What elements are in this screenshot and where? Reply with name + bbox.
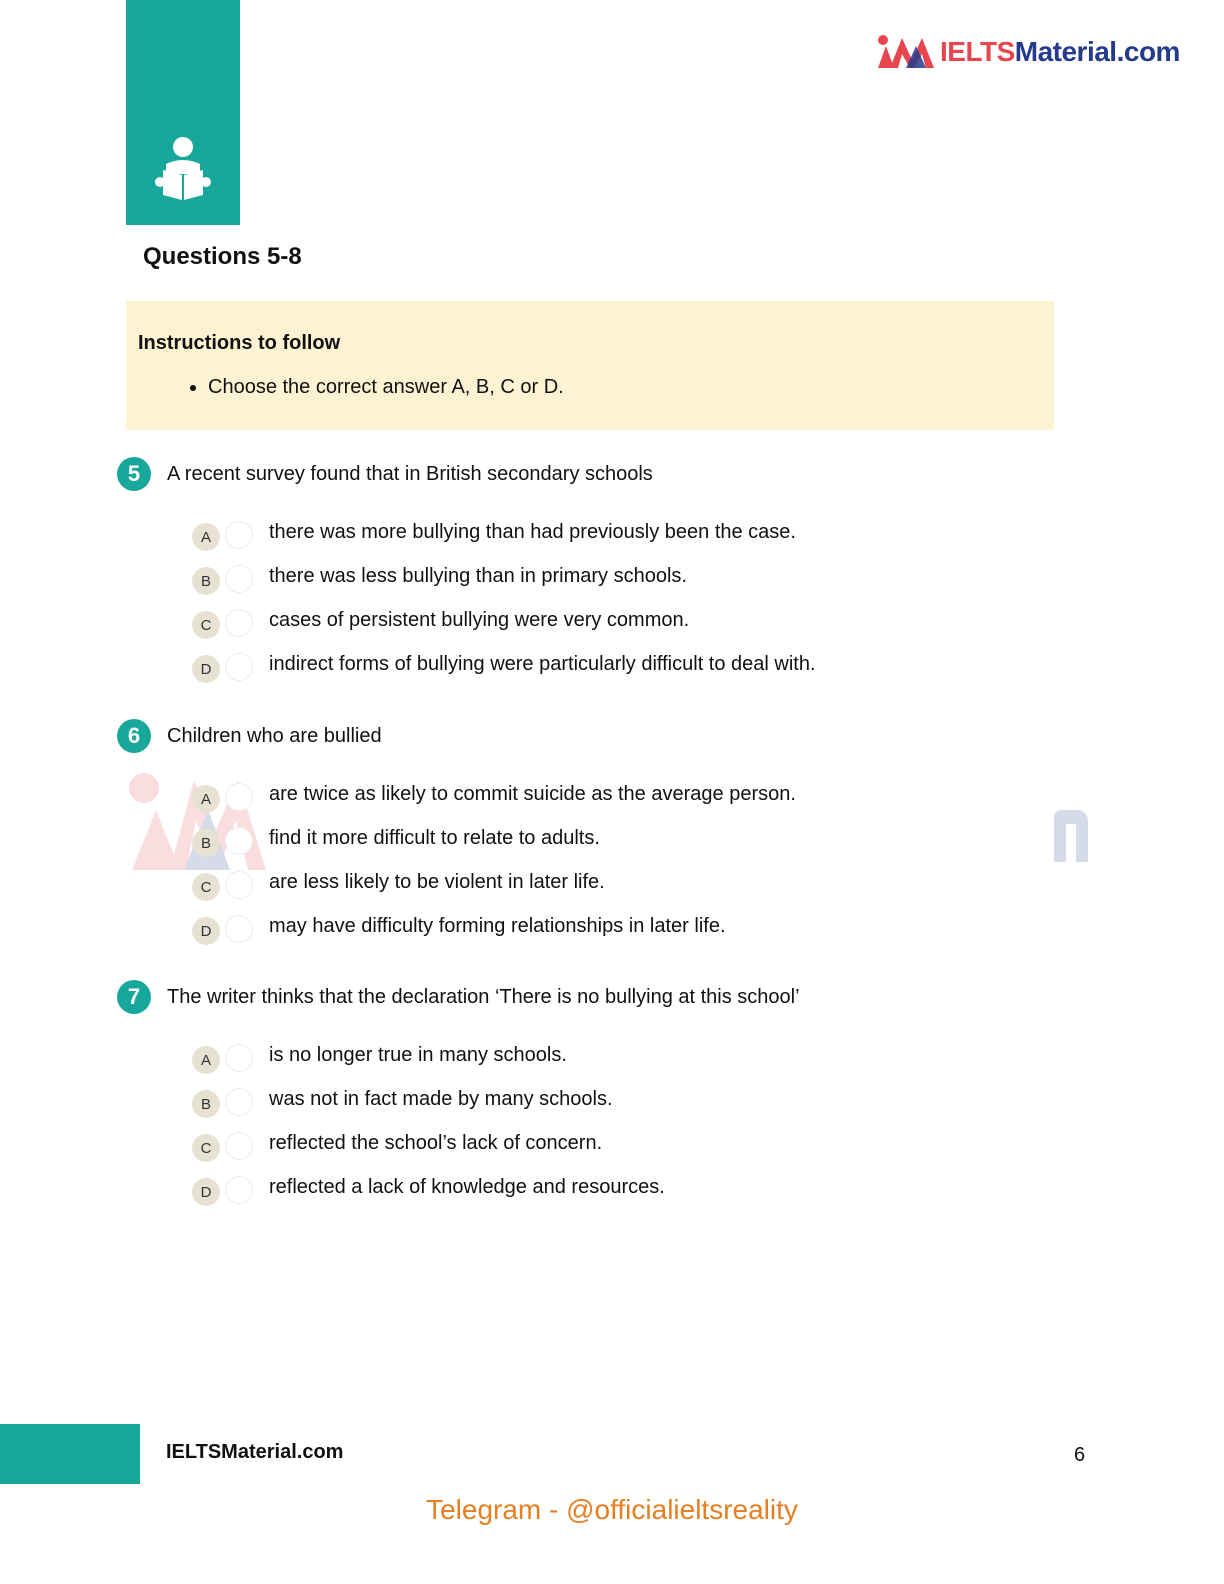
option-radio[interactable] — [225, 653, 253, 681]
option-list — [117, 517, 1077, 693]
option-text: reflected the school’s lack of concern. — [269, 1132, 603, 1154]
option-text: may have difficulty forming relationships in later life. — [269, 915, 726, 937]
instructions-heading: Instructions to follow — [138, 332, 341, 354]
option-b[interactable] — [117, 823, 1077, 867]
instructions-list — [138, 373, 564, 401]
option-letter: C — [192, 1134, 220, 1162]
option-radio[interactable] — [225, 609, 253, 637]
option-a[interactable] — [117, 517, 1077, 561]
option-text: find it more difficult to relate to adults. — [269, 827, 600, 849]
option-text: are twice as likely to commit suicide as the average person. — [269, 783, 796, 805]
option-b[interactable] — [117, 561, 1077, 605]
option-c[interactable] — [117, 605, 1077, 649]
option-c[interactable] — [117, 867, 1077, 911]
option-radio[interactable] — [225, 827, 253, 855]
option-letter: B — [192, 1090, 220, 1118]
question-text: The writer thinks that the declaration ‘There is no bullying at this school’ — [167, 985, 800, 1008]
question-number: 5 — [117, 457, 151, 491]
option-text: is no longer true in many schools. — [269, 1044, 567, 1066]
question-7 — [117, 980, 1077, 1216]
logo-text-ielts: IELTS — [940, 36, 1015, 67]
header-banner — [126, 0, 240, 225]
option-letter: A — [192, 1046, 220, 1074]
option-list — [117, 779, 1077, 955]
option-letter: C — [192, 873, 220, 901]
option-d[interactable] — [117, 1172, 1077, 1216]
logo-text-material: Material.com — [1014, 36, 1180, 67]
logo-mark-icon — [876, 34, 938, 70]
question-number: 6 — [117, 719, 151, 753]
telegram-link[interactable]: Telegram - @officialieltsreality — [426, 1494, 798, 1525]
option-text: cases of persistent bullying were very common. — [269, 609, 690, 631]
footer-bar — [0, 1424, 140, 1484]
option-letter: B — [192, 829, 220, 857]
option-radio[interactable] — [225, 1044, 253, 1072]
option-text: there was less bullying than in primary schools. — [269, 565, 687, 587]
option-a[interactable] — [117, 779, 1077, 823]
footer-site[interactable]: IELTSMaterial.com — [166, 1441, 344, 1463]
option-text: indirect forms of bullying were particularly difficult to deal with. — [269, 653, 816, 675]
option-letter: A — [192, 785, 220, 813]
question-6 — [117, 719, 1077, 955]
option-a[interactable] — [117, 1040, 1077, 1084]
option-text: was not in fact made by many schools. — [269, 1088, 613, 1110]
option-letter: D — [192, 655, 220, 683]
option-letter: B — [192, 567, 220, 595]
option-letter: D — [192, 1178, 220, 1206]
option-letter: A — [192, 523, 220, 551]
instructions-item: • Choose the correct answer A, B, C or D. — [208, 373, 564, 401]
option-letter: D — [192, 917, 220, 945]
question-text: Children who are bullied — [167, 724, 382, 747]
reading-person-icon — [154, 134, 212, 204]
option-text: reflected a lack of knowledge and resources. — [269, 1176, 665, 1198]
option-list — [117, 1040, 1077, 1216]
option-radio[interactable] — [225, 1176, 253, 1204]
instructions-box — [126, 301, 1054, 430]
page-number: 6 — [1074, 1444, 1086, 1466]
brand-logo[interactable] — [876, 34, 1180, 70]
option-radio[interactable] — [225, 871, 253, 899]
option-d[interactable] — [117, 649, 1077, 693]
option-text: there was more bullying than had previously been the case. — [269, 521, 796, 543]
option-radio[interactable] — [225, 915, 253, 943]
option-radio[interactable] — [225, 1132, 253, 1160]
logo-text — [940, 34, 1180, 70]
question-number: 7 — [117, 980, 151, 1014]
option-radio[interactable] — [225, 1088, 253, 1116]
option-text: are less likely to be violent in later life. — [269, 871, 605, 893]
option-radio[interactable] — [225, 565, 253, 593]
option-letter: C — [192, 611, 220, 639]
question-text: A recent survey found that in British secondary schools — [167, 462, 653, 485]
option-b[interactable] — [117, 1084, 1077, 1128]
option-c[interactable] — [117, 1128, 1077, 1172]
question-5 — [117, 457, 1077, 693]
section-title: Questions 5-8 — [143, 243, 302, 270]
option-radio[interactable] — [225, 783, 253, 811]
option-radio[interactable] — [225, 521, 253, 549]
option-d[interactable] — [117, 911, 1077, 955]
